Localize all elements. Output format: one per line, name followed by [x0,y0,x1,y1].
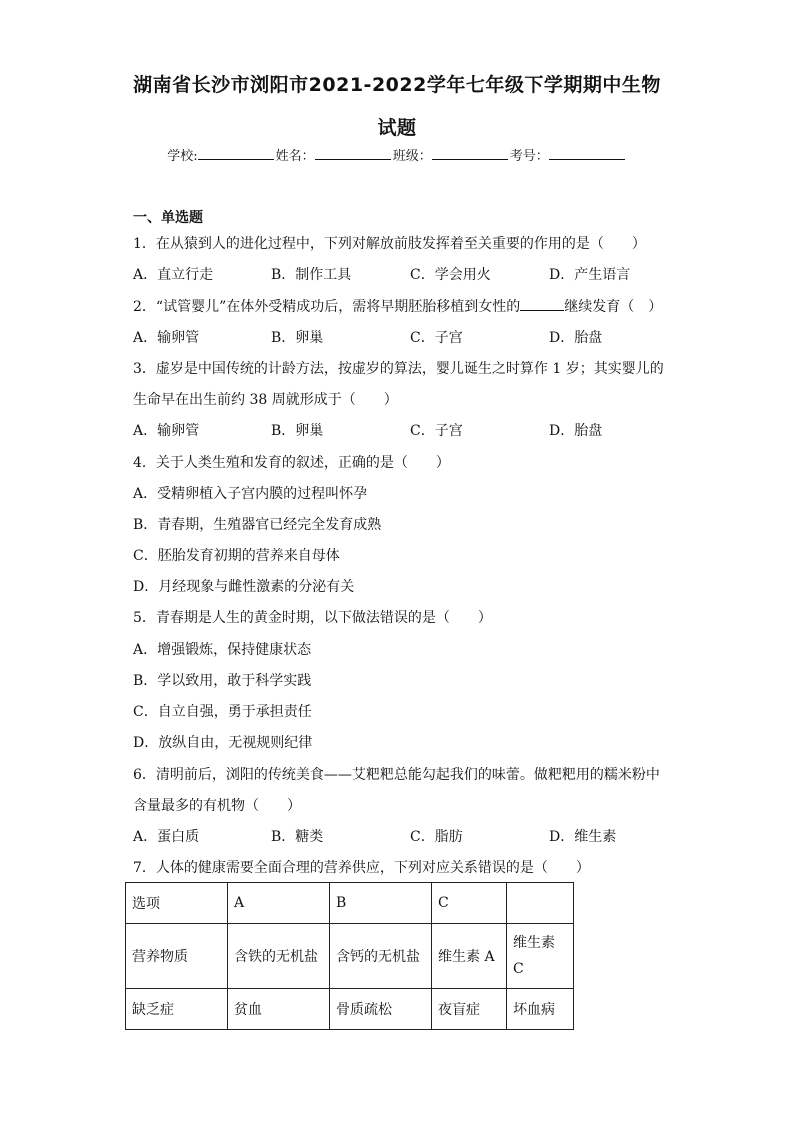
table-cell: C [432,883,507,924]
question-3-line2: 生命早在出生前约 38 周就形成于（ ） [133,392,398,408]
table-cell: B [330,883,432,924]
table-cell: 选项 [126,883,228,924]
table-cell [507,883,574,924]
q6-option-b: B．糖类 [271,829,324,845]
page-title-line2: 试题 [377,117,417,139]
table-cell: 含钙的无机盐 [330,924,432,989]
question-3: 3．虚岁是中国传统的计龄方法，按虚岁的算法，婴儿诞生之时算作 1 岁；其实婴儿的 [133,361,664,377]
q2-option-c: C．子宫 [410,330,463,346]
q6-option-a: A．蛋白质 [133,829,200,845]
number-label: 考号： [509,149,549,164]
question-6: 6．清明前后，浏阳的传统美食——艾粑粑总能勾起我们的味蕾。做粑粑用的糯米粉中 [133,767,660,783]
q1-option-c: C．学会用火 [410,267,491,283]
q5-option-a: A．增强锻炼，保持健康状态 [133,642,312,658]
q2-option-b: B．卵巢 [271,330,324,346]
table-row [126,989,574,1030]
class-label: 班级： [392,149,432,164]
name-label: 姓名： [275,149,315,164]
q4-option-d: D．月经现象与雌性激素的分泌有关 [133,579,355,595]
q2-option-a: A．输卵管 [133,330,200,346]
question-7: 7．人体的健康需要全面合理的营养供应，下列对应关系错误的是（ ） [133,860,590,876]
table-cell: A [228,883,330,924]
q4-option-a: A．受精卵植入子宫内膜的过程叫怀孕 [133,486,368,502]
q2-text-before-blank: 2．“试管婴儿”在体外受精成功后，需将早期胚胎移植到女性的 [133,299,521,315]
question-1: 1．在从猿到人的进化过程中，下列对解放前肢发挥着至关重要的作用的是（ ） [133,236,646,252]
q1-option-b: B．制作工具 [271,267,352,283]
table-cell: 维生素 C [507,924,574,989]
q2-option-d: D．胎盘 [549,330,603,346]
table-row [126,924,574,989]
table-cell: 夜盲症 [432,989,507,1030]
q3-option-b: B．卵巢 [271,423,324,439]
q1-option-d: D．产生语言 [549,267,631,283]
table-cell: 坏血病 [507,989,574,1030]
q5-option-d: D．放纵自由，无视规则纪律 [133,735,313,751]
q6-option-d: D．维生素 [549,829,617,845]
page-title: 湖南省长沙市浏阳市2021-2022学年七年级下学期期中生物 [133,74,661,96]
table-row [126,883,574,924]
table-cell: 含铁的无机盐 [228,924,330,989]
q1-option-a: A．直立行走 [133,267,214,283]
table-cell: 维生素 A [432,924,507,989]
q3-option-c: C．子宫 [410,423,463,439]
table-cell: 贫血 [228,989,330,1030]
nutrition-table [125,882,574,1030]
section-heading: 一、单选题 [133,210,203,226]
q2-answer-blank [520,298,564,311]
name-blank [315,146,391,160]
student-info-line [0,145,794,164]
question-5: 5．青春期是人生的黄金时期，以下做法错误的是（ ） [133,610,492,626]
q4-option-b: B．青春期，生殖器官已经完全发育成熟 [133,517,382,533]
table-cell: 骨质疏松 [330,989,432,1030]
q4-option-c: C．胚胎发育初期的营养来自母体 [133,548,340,564]
table-cell: 营养物质 [126,924,228,989]
question-6-line2: 含量最多的有机物（ ） [133,798,301,814]
question-4: 4．关于人类生殖和发育的叙述，正确的是（ ） [133,455,450,471]
number-blank [549,146,625,160]
q3-option-a: A．输卵管 [133,423,200,439]
class-blank [432,146,508,160]
school-label: 学校: [167,149,198,164]
table-cell: 缺乏症 [126,989,228,1030]
question-2 [133,296,662,316]
q2-text-after-blank: 继续发育（ ） [564,299,663,315]
school-blank [198,146,274,160]
q5-option-c: C．自立自强，勇于承担责任 [133,704,312,720]
q5-option-b: B．学以致用，敢于科学实践 [133,673,312,689]
q6-option-c: C．脂肪 [410,829,463,845]
q3-option-d: D．胎盘 [549,423,603,439]
